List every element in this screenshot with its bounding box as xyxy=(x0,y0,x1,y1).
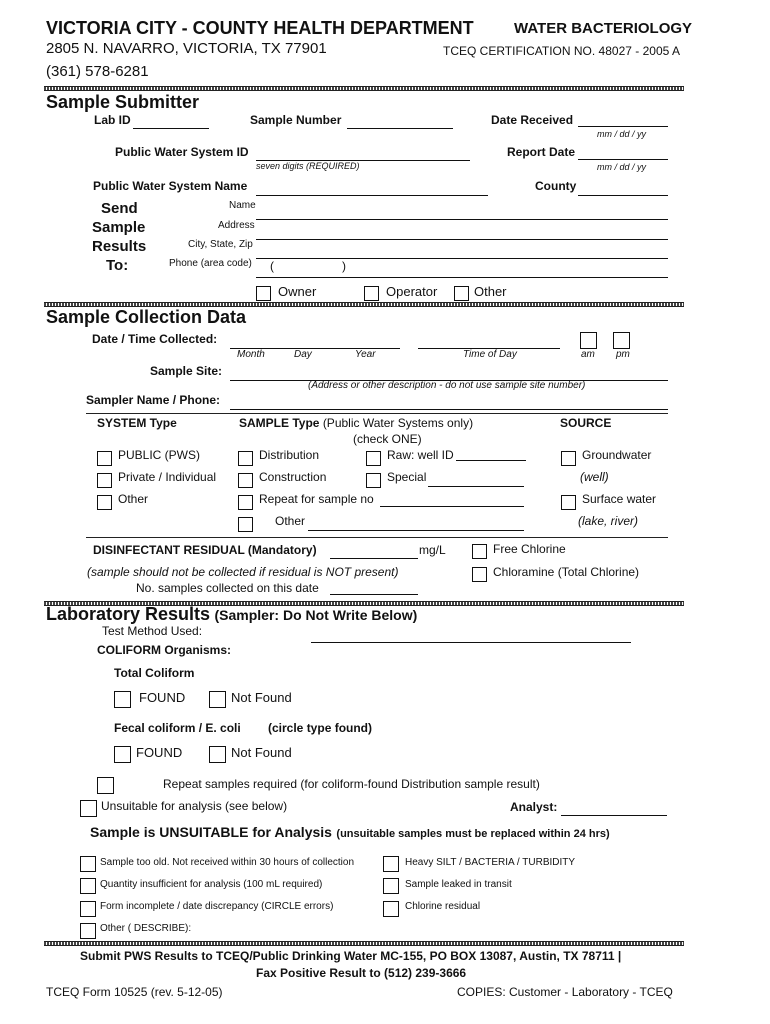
owner-label: Owner xyxy=(278,284,317,299)
coliform-label: COLIFORM Organisms: xyxy=(97,643,232,657)
lab-results-title: Laboratory Results xyxy=(46,604,211,624)
circle-type-note: (circle type found) xyxy=(268,721,373,735)
no-samples-field[interactable] xyxy=(330,594,418,595)
chloramine-checkbox[interactable] xyxy=(472,567,487,582)
public-pws-checkbox[interactable] xyxy=(97,451,112,466)
private-checkbox[interactable] xyxy=(97,473,112,488)
report-date-format: mm / dd / yy xyxy=(597,162,647,172)
free-chlorine-checkbox[interactable] xyxy=(472,544,487,559)
county-field[interactable] xyxy=(578,195,668,196)
special-checkbox[interactable] xyxy=(366,473,381,488)
type-grid-bottom xyxy=(86,537,668,538)
pm-caption: pm xyxy=(616,349,630,360)
phone-paren-open: ( xyxy=(270,259,274,273)
type-grid-top xyxy=(86,413,668,414)
fecal-coliform-label: Fecal coliform / E. coli xyxy=(114,721,241,735)
sample-number-field[interactable] xyxy=(347,128,453,129)
operator-checkbox[interactable] xyxy=(364,286,379,301)
repeat-required-label: Repeat samples required (for coliform-found Distribution sample result) xyxy=(163,777,540,791)
lab-results-note: (Sampler: Do Not Write Below) xyxy=(214,607,418,623)
am-checkbox[interactable] xyxy=(580,332,597,349)
distribution-label: Distribution xyxy=(259,448,320,462)
unsuitable-label: Unsuitable for analysis (see below) xyxy=(101,799,288,813)
pws-id-hint: seven digits (REQUIRED) xyxy=(256,161,360,171)
send-results-label-2: Sample xyxy=(92,219,146,236)
surface-water-checkbox[interactable] xyxy=(561,495,576,510)
send-name-field[interactable] xyxy=(256,219,668,220)
owner-checkbox[interactable] xyxy=(256,286,271,301)
report-date-field[interactable] xyxy=(578,159,668,160)
operator-label: Operator xyxy=(386,284,438,299)
unsuitable-checkbox[interactable] xyxy=(80,800,97,817)
pws-name-field[interactable] xyxy=(256,195,488,196)
chloramine-label: Chloramine (Total Chlorine) xyxy=(493,565,640,579)
sample-site-label: Sample Site: xyxy=(150,364,223,378)
construction-checkbox[interactable] xyxy=(238,473,253,488)
send-name-label: Name xyxy=(229,200,256,211)
repeat-sample-number-field[interactable] xyxy=(380,506,524,507)
other-reason-checkbox[interactable] xyxy=(80,923,96,939)
fecal-not-found-label: Not Found xyxy=(231,745,292,760)
leaked-checkbox[interactable] xyxy=(383,878,399,894)
submit-instructions: Submit PWS Results to TCEQ/Public Drinking Water MC-155, PO BOX 13087, Austin, TX 78711 | xyxy=(80,949,622,963)
mgl-unit: mg/L xyxy=(419,543,446,557)
disinfectant-label: DISINFECTANT RESIDUAL (Mandatory) xyxy=(93,543,317,557)
date-time-collected-label: Date / Time Collected: xyxy=(92,332,218,346)
analyst-label: Analyst: xyxy=(510,800,558,814)
pm-checkbox[interactable] xyxy=(613,332,630,349)
sample-type-note: (Public Water Systems only) xyxy=(322,416,474,430)
disinfectant-field[interactable] xyxy=(330,558,418,559)
lab-id-label: Lab ID xyxy=(94,113,131,127)
check-one-note: (check ONE) xyxy=(353,432,422,446)
send-address-field[interactable] xyxy=(256,239,668,240)
month-caption: Month xyxy=(237,349,265,360)
header-divider xyxy=(44,86,684,91)
too-old-label: Sample too old. Not received within 30 hours of collection xyxy=(100,857,355,868)
fax-instructions: Fax Positive Result to (512) 239-3666 xyxy=(256,966,467,980)
lake-river-note: (lake, river) xyxy=(578,514,639,528)
total-not-found-label: Not Found xyxy=(231,690,292,705)
special-field[interactable] xyxy=(428,486,524,487)
too-old-checkbox[interactable] xyxy=(80,856,96,872)
analyst-field[interactable] xyxy=(561,815,667,816)
certification-number: TCEQ CERTIFICATION NO. 48027 - 2005 A xyxy=(443,44,680,58)
lab-id-field[interactable] xyxy=(133,128,209,129)
well-id-field[interactable] xyxy=(456,460,526,461)
date-received-field[interactable] xyxy=(578,126,668,127)
send-phone-field[interactable] xyxy=(256,277,668,278)
county-label: County xyxy=(535,179,577,193)
test-method-field[interactable] xyxy=(311,642,631,643)
other-recipient-checkbox[interactable] xyxy=(454,286,469,301)
form-number: TCEQ Form 10525 (rev. 5-12-05) xyxy=(46,985,223,999)
form-incomplete-label: Form incomplete / date discrepancy (CIRCLE errors) xyxy=(100,901,334,912)
construction-label: Construction xyxy=(259,470,327,484)
unsuitable-heading xyxy=(90,824,610,842)
total-not-found-checkbox[interactable] xyxy=(209,691,226,708)
pws-name-label: Public Water System Name xyxy=(93,179,248,193)
no-samples-label: No. samples collected on this date xyxy=(136,581,319,595)
groundwater-checkbox[interactable] xyxy=(561,451,576,466)
phone-paren-close: ) xyxy=(342,259,346,273)
department-phone: (361) 578-6281 xyxy=(46,63,149,80)
source-heading: SOURCE xyxy=(560,416,612,430)
am-caption: am xyxy=(581,349,595,360)
repeat-checkbox[interactable] xyxy=(238,495,253,510)
private-label: Private / Individual xyxy=(118,470,217,484)
raw-checkbox[interactable] xyxy=(366,451,381,466)
groundwater-label: Groundwater xyxy=(582,448,652,462)
send-city-label: City, State, Zip xyxy=(188,239,253,250)
send-results-label-4: To: xyxy=(106,257,129,274)
sample-type-other-checkbox[interactable] xyxy=(238,517,253,532)
chlorine-residual-checkbox[interactable] xyxy=(383,901,399,917)
silt-label: Heavy SILT / BACTERIA / TURBIDITY xyxy=(405,857,576,868)
pws-id-label: Public Water System ID xyxy=(115,145,249,159)
department-address: 2805 N. NAVARRO, VICTORIA, TX 77901 xyxy=(46,40,327,57)
chlorine-residual-label: Chlorine residual xyxy=(405,901,481,912)
send-results-label-1: Send xyxy=(101,200,138,217)
unsuitable-title: Sample is UNSUITABLE for Analysis xyxy=(90,824,332,840)
day-caption: Day xyxy=(294,349,312,360)
special-label: Special xyxy=(387,470,427,484)
free-chlorine-label: Free Chlorine xyxy=(493,542,566,556)
repeat-required-checkbox[interactable] xyxy=(97,777,114,794)
sampler-label: Sampler Name / Phone: xyxy=(86,393,221,407)
leaked-label: Sample leaked in transit xyxy=(405,879,512,890)
department-title: VICTORIA CITY - COUNTY HEALTH DEPARTMENT xyxy=(46,18,474,38)
report-date-label: Report Date xyxy=(507,145,576,159)
sample-type-other-label: Other xyxy=(275,514,306,528)
well-note: (well) xyxy=(580,470,609,484)
sample-collection-heading: Sample Collection Data xyxy=(46,307,247,327)
system-type-heading: SYSTEM Type xyxy=(97,416,177,430)
fecal-found-checkbox[interactable] xyxy=(114,746,131,763)
date-received-format: mm / dd / yy xyxy=(597,129,647,139)
total-found-checkbox[interactable] xyxy=(114,691,131,708)
sample-type-label: SAMPLE Type xyxy=(239,416,320,430)
sample-submitter-heading: Sample Submitter xyxy=(46,92,200,112)
system-other-checkbox[interactable] xyxy=(97,495,112,510)
test-method-label: Test Method Used: xyxy=(102,624,203,638)
send-results-label-3: Results xyxy=(92,238,147,255)
sample-site-hint: (Address or other description - do not use sample site number) xyxy=(308,380,586,391)
system-other-label: Other xyxy=(118,492,149,506)
public-pws-label: PUBLIC (PWS) xyxy=(118,448,201,462)
footer-divider xyxy=(44,941,684,946)
send-city-field[interactable] xyxy=(256,258,668,259)
other-reason-label: Other ( DESCRIBE): xyxy=(100,923,192,934)
time-of-day-caption: Time of Day xyxy=(463,349,517,360)
sample-number-label: Sample Number xyxy=(250,113,342,127)
fecal-found-label: FOUND xyxy=(136,745,183,760)
other-recipient-label: Other xyxy=(474,284,507,299)
sample-type-other-field[interactable] xyxy=(308,530,524,531)
silt-checkbox[interactable] xyxy=(383,856,399,872)
copies-distribution: COPIES: Customer - Laboratory - TCEQ xyxy=(457,985,673,999)
unsuitable-note: (unsuitable samples must be replaced within 24 hrs) xyxy=(336,828,610,840)
fecal-not-found-checkbox[interactable] xyxy=(209,746,226,763)
distribution-checkbox[interactable] xyxy=(238,451,253,466)
quantity-checkbox[interactable] xyxy=(80,878,96,894)
quantity-label: Quantity insufficient for analysis (100 mL required) xyxy=(100,879,323,890)
raw-label: Raw: well ID xyxy=(387,448,454,462)
send-address-label: Address xyxy=(218,220,255,231)
sample-type-heading xyxy=(239,416,473,430)
program-title: WATER BACTERIOLOGY xyxy=(514,20,693,37)
surface-water-label: Surface water xyxy=(582,492,657,506)
send-phone-label: Phone (area code) xyxy=(169,258,252,269)
date-received-label: Date Received xyxy=(491,113,574,127)
no-residual-note: (sample should not be collected if residual is NOT present) xyxy=(87,565,399,579)
sampler-field[interactable] xyxy=(230,409,668,410)
lab-results-heading xyxy=(46,604,417,625)
repeat-label: Repeat for sample no xyxy=(259,492,374,506)
total-found-label: FOUND xyxy=(139,690,186,705)
total-coliform-label: Total Coliform xyxy=(114,666,195,680)
form-incomplete-checkbox[interactable] xyxy=(80,901,96,917)
year-caption: Year xyxy=(355,349,376,360)
